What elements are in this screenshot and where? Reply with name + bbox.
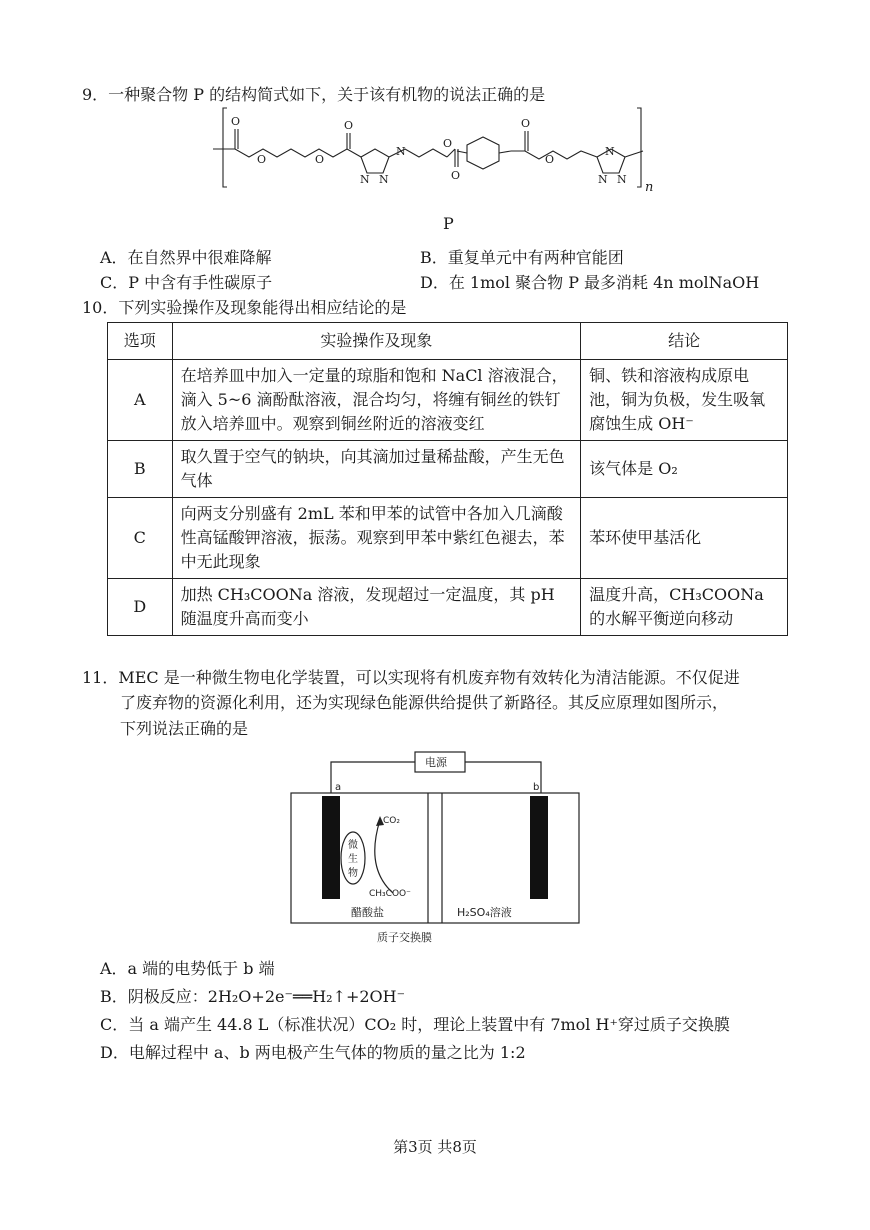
q10-stem: 10．下列实验操作及现象能得出相应结论的是: [82, 298, 407, 317]
svg-text:N: N: [379, 173, 389, 186]
svg-text:O: O: [545, 153, 555, 166]
svg-text:O: O: [344, 119, 354, 132]
subscript-n: n: [645, 180, 654, 195]
q11-option-c[interactable]: C．当 a 端产生 44.8 L（标准状况）CO₂ 时，理论上装置中有 7mol H⁺穿过质子交换膜: [100, 1015, 730, 1034]
table-row: [108, 441, 788, 498]
q9-option-d[interactable]: D．在 1mol 聚合物 P 最多消耗 4n molNaOH: [420, 273, 760, 292]
electrode-b: [530, 796, 548, 899]
svg-text:H₂SO₄溶液: H₂SO₄溶液: [457, 906, 512, 919]
table-row: [108, 579, 788, 636]
left-bracket: [223, 108, 227, 187]
row-option: B: [108, 441, 173, 498]
svg-text:生: 生: [348, 854, 358, 865]
row-conclusion: 苯环使甲基活化: [581, 498, 788, 579]
q11-option-b[interactable]: B．阴极反应：2H₂O+2e⁻══H₂↑+2OH⁻: [100, 987, 406, 1006]
table-row: [108, 360, 788, 441]
experiment-table: [107, 322, 788, 636]
page-footer: 第3页 共8页: [393, 1138, 477, 1156]
header-conclusion: 结论: [581, 323, 788, 360]
table-header-row: [108, 323, 788, 360]
svg-text:O: O: [443, 137, 453, 150]
polymer-label: P: [443, 214, 454, 233]
svg-text:O: O: [257, 153, 267, 166]
svg-text:电源: 电源: [425, 756, 447, 769]
q11-option-a[interactable]: A．a 端的电势低于 b 端: [100, 959, 275, 978]
q11-stem-line2: 了废弃物的资源化利用，还为实现绿色能源供给提供了新路径。其反应原理如图所示，: [120, 693, 729, 712]
header-operation: 实验操作及现象: [172, 323, 581, 360]
row-option: A: [108, 360, 173, 441]
row-option: D: [108, 579, 173, 636]
svg-text:O: O: [521, 117, 531, 130]
row-operation: 向两支分别盛有 2mL 苯和甲苯的试管中各加入几滴酸性高锰酸钾溶液，振荡。观察到甲苯中紫红色褪去，苯中无此现象: [172, 498, 581, 579]
right-bracket: [637, 108, 641, 187]
electrode-a: [322, 796, 340, 899]
svg-text:O: O: [231, 115, 241, 128]
row-operation: 加热 CH₃COONa 溶液，发现超过一定温度，其 pH 随温度升高而变小: [172, 579, 581, 636]
polymer-p-structure: [205, 105, 675, 200]
table-row: [108, 498, 788, 579]
svg-text:CO₂: CO₂: [383, 816, 400, 826]
svg-text:N: N: [598, 173, 608, 186]
header-option: 选项: [108, 323, 173, 360]
q11-option-d[interactable]: D．电解过程中 a、b 两电极产生气体的物质的量之比为 1:2: [100, 1043, 526, 1062]
row-conclusion: 温度升高，CH₃COONa 的水解平衡逆向移动: [581, 579, 788, 636]
wire-right: [465, 762, 541, 793]
svg-text:微: 微: [348, 840, 358, 851]
q9-option-a[interactable]: A．在自然界中很难降解: [100, 248, 272, 267]
svg-text:a: a: [335, 782, 342, 793]
svg-text:b: b: [533, 782, 540, 793]
q9-option-b[interactable]: B．重复单元中有两种官能团: [420, 248, 624, 267]
svg-text:质子交换膜: 质子交换膜: [377, 931, 432, 944]
reaction-arrow: [375, 820, 393, 893]
svg-text:N: N: [605, 145, 615, 158]
row-option: C: [108, 498, 173, 579]
q9-stem: 9．一种聚合物 P 的结构简式如下，关于该有机物的说法正确的是: [82, 85, 546, 104]
row-conclusion: 铜、铁和溶液构成原电池，铜为负极，发生吸氧腐蚀生成 OH⁻: [581, 360, 788, 441]
q11-stem-line1: 11．MEC 是一种微生物电化学装置，可以实现将有机废弃物有效转化为清洁能源。不仅促进: [82, 668, 740, 687]
svg-text:N: N: [396, 145, 406, 158]
row-conclusion: 该气体是 O₂: [581, 441, 788, 498]
row-operation: 在培养皿中加入一定量的琼脂和饱和 NaCl 溶液混合，滴入 5~6 滴酚酞溶液，混合均匀，将缠有铜丝的铁钉放入培养皿中。观察到铜丝附近的溶液变红: [172, 360, 581, 441]
svg-text:N: N: [617, 173, 627, 186]
q11-stem-line3: 下列说法正确的是: [120, 719, 249, 738]
wire-left: [331, 762, 415, 793]
svg-text:O: O: [315, 153, 325, 166]
mec-diagram: [285, 748, 585, 948]
svg-text:O: O: [451, 169, 461, 182]
svg-text:醋酸盐: 醋酸盐: [351, 906, 384, 919]
row-operation: 取久置于空气的钠块，向其滴加过量稀盐酸，产生无色气体: [172, 441, 581, 498]
svg-text:CH₃COO⁻: CH₃COO⁻: [369, 889, 411, 899]
svg-text:N: N: [360, 173, 370, 186]
q9-option-c[interactable]: C．P 中含有手性碳原子: [100, 273, 273, 292]
svg-text:物: 物: [348, 868, 358, 879]
